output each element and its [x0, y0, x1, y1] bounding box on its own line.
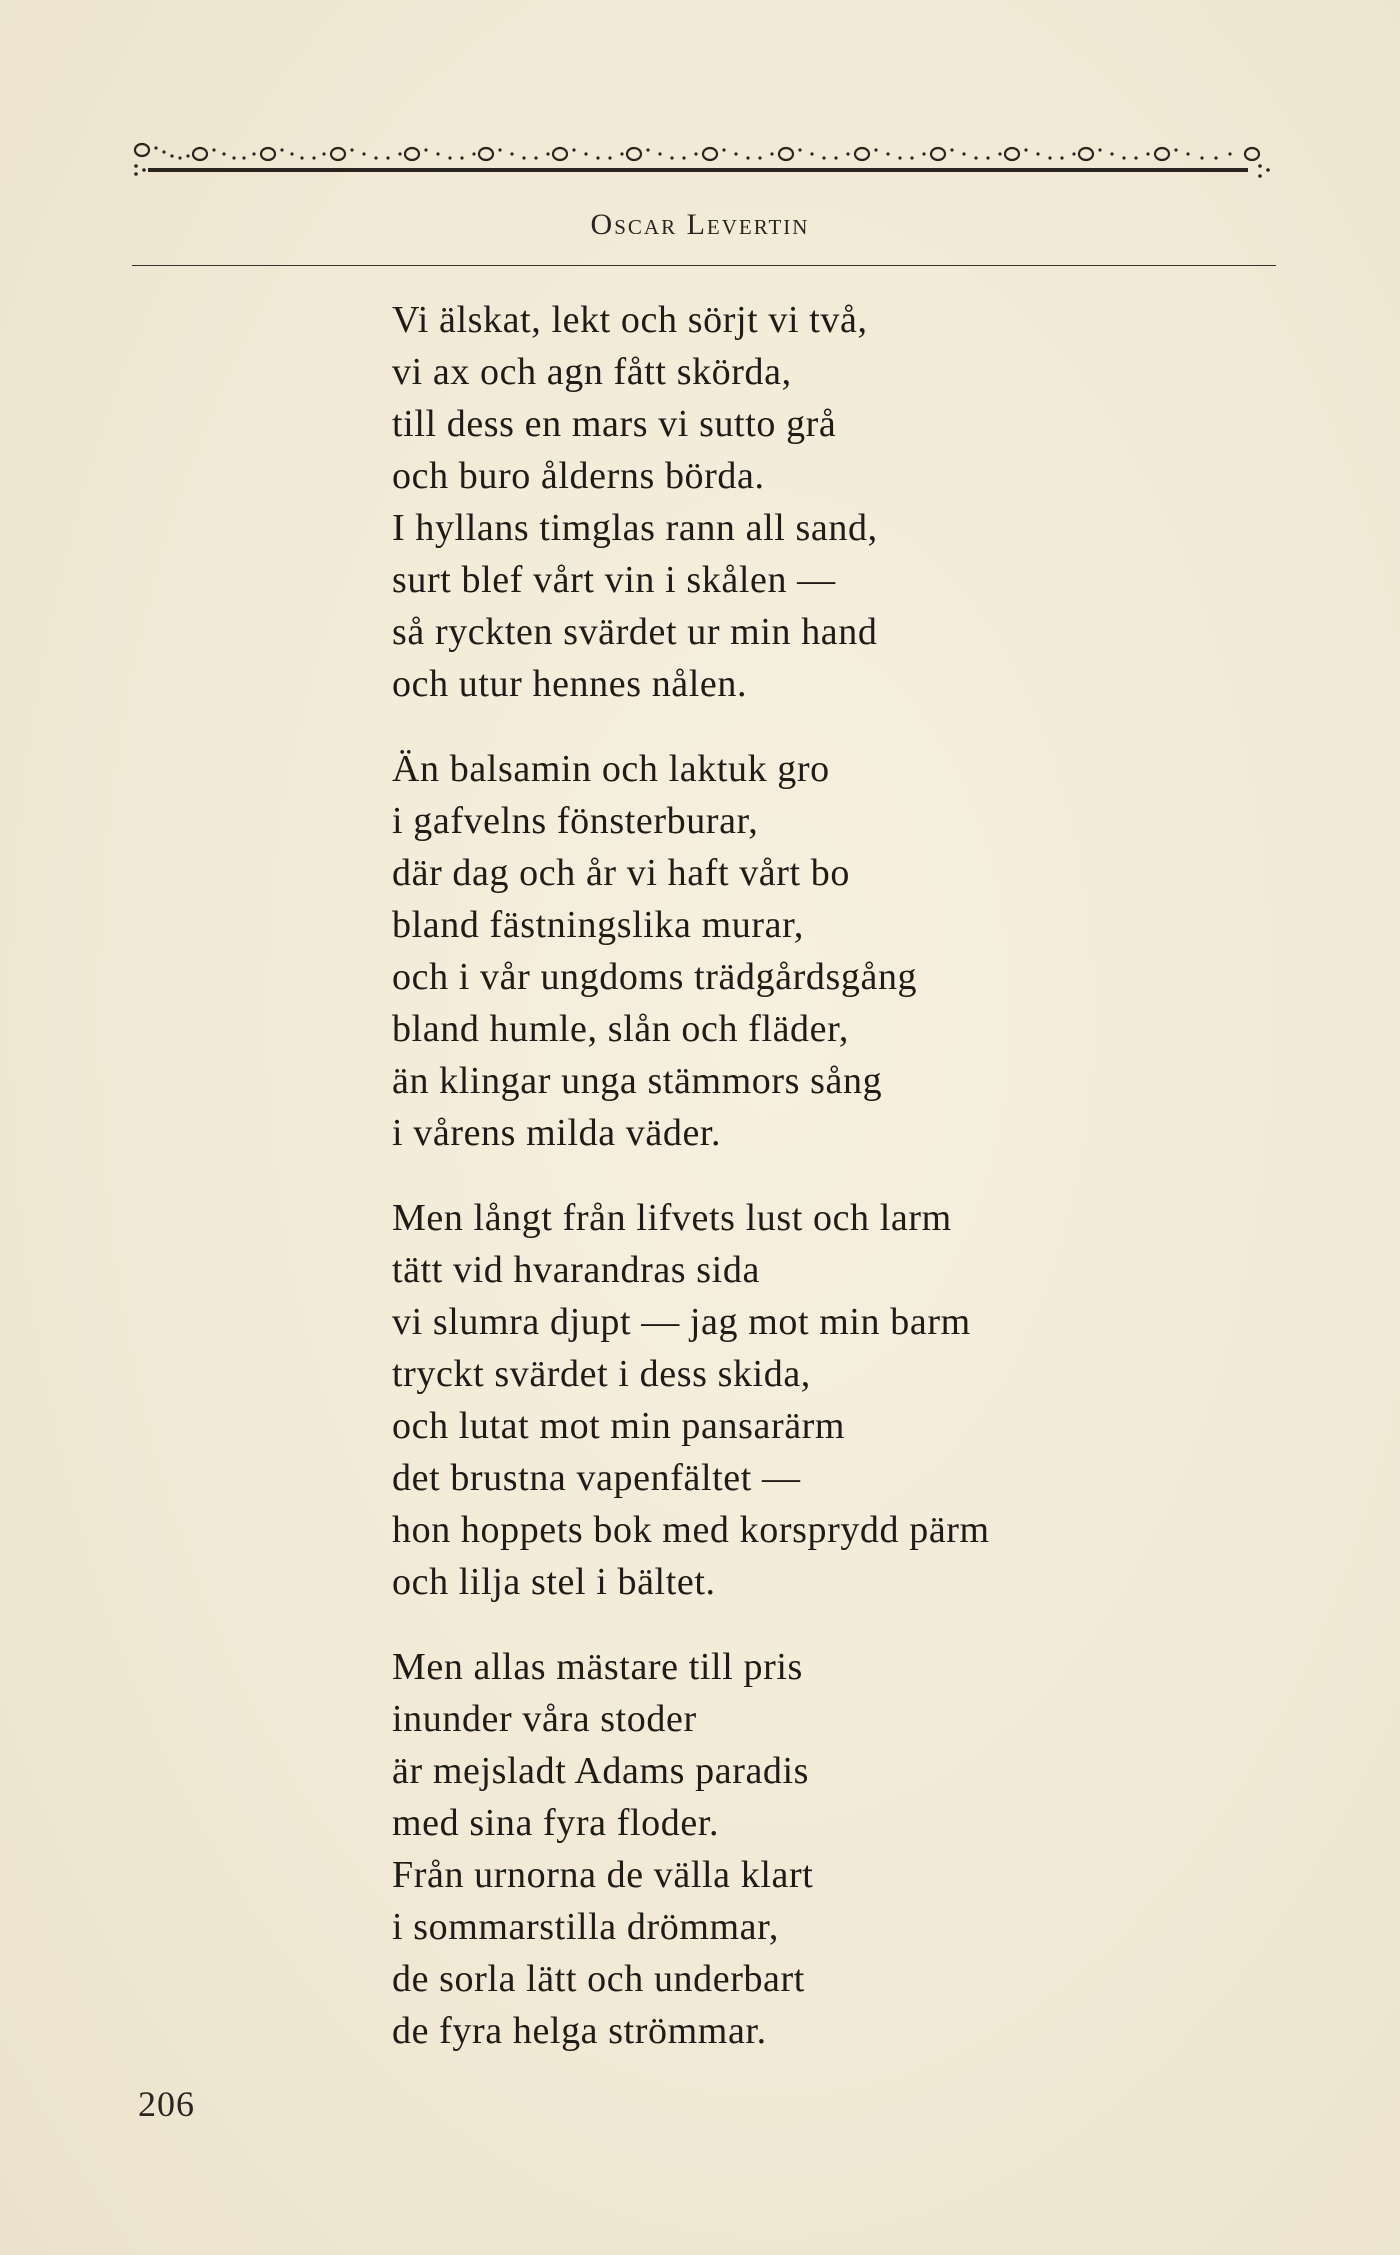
- verse-line: i gafvelns fönsterburar,: [392, 800, 759, 842]
- verse-line: Än balsamin och laktuk gro: [392, 748, 830, 790]
- verse-line: är mejsladt Adams paradis: [392, 1750, 810, 1792]
- verse-line: och utur hennes nålen.: [392, 663, 748, 705]
- verse-line: Men allas mästare till pris: [392, 1646, 803, 1688]
- verse-line: vi ax och agn fått skörda,: [392, 351, 792, 393]
- stanza-2: [392, 743, 1192, 1159]
- verse-line: bland humle, slån och fläder,: [392, 1008, 849, 1050]
- header-rule-divider: [132, 265, 1276, 266]
- verse-line: Men långt från lifvets lust och larm: [392, 1197, 952, 1239]
- page-number: 206: [138, 2084, 195, 2124]
- stanza-4: [392, 1641, 1192, 2057]
- verse-line: och i vår ungdoms trädgårdsgång: [392, 956, 918, 998]
- verse-line: tätt vid hvarandras sida: [392, 1249, 760, 1291]
- verse-line: de fyra helga strömmar.: [392, 2010, 767, 2052]
- verse-line: i sommarstilla drömmar,: [392, 1906, 779, 1948]
- verse-line: inunder våra stoder: [392, 1698, 697, 1740]
- verse-line: och lutat mot min pansarärm: [392, 1405, 846, 1447]
- verse-line: Från urnorna de välla klart: [392, 1854, 814, 1896]
- verse-line: det brustna vapenfältet —: [392, 1457, 801, 1499]
- poem-body: [392, 294, 1192, 2090]
- verse-line: tryckt svärdet i dess skida,: [392, 1353, 811, 1395]
- verse-line: vi slumra djupt — jag mot min barm: [392, 1301, 971, 1343]
- verse-line: de sorla lätt och underbart: [392, 1958, 805, 2000]
- verse-line: I hyllans timglas rann all sand,: [392, 507, 878, 549]
- verse-line: så ryckten svärdet ur min hand: [392, 611, 878, 653]
- verse-line: i vårens milda väder.: [392, 1112, 722, 1154]
- decorative-header-ornament: [128, 132, 1278, 192]
- verse-line: Vi älskat, lekt och sörjt vi två,: [392, 299, 868, 341]
- verse-line: med sina fyra floder.: [392, 1802, 720, 1844]
- verse-line: hon hoppets bok med korsprydd pärm: [392, 1509, 990, 1551]
- verse-line: till dess en mars vi sutto grå: [392, 403, 837, 445]
- running-head-author: Oscar Levertin: [590, 208, 810, 241]
- verse-line: surt blef vårt vin i skålen —: [392, 559, 836, 601]
- verse-line: än klingar unga stämmors sång: [392, 1060, 883, 1102]
- verse-line: där dag och år vi haft vårt bo: [392, 852, 850, 894]
- stanza-1: [392, 294, 1192, 710]
- verse-line: och lilja stel i bältet.: [392, 1561, 716, 1603]
- verse-line: och buro ålderns börda.: [392, 455, 765, 497]
- verse-line: bland fästningslika murar,: [392, 904, 804, 946]
- stanza-3: [392, 1192, 1192, 1608]
